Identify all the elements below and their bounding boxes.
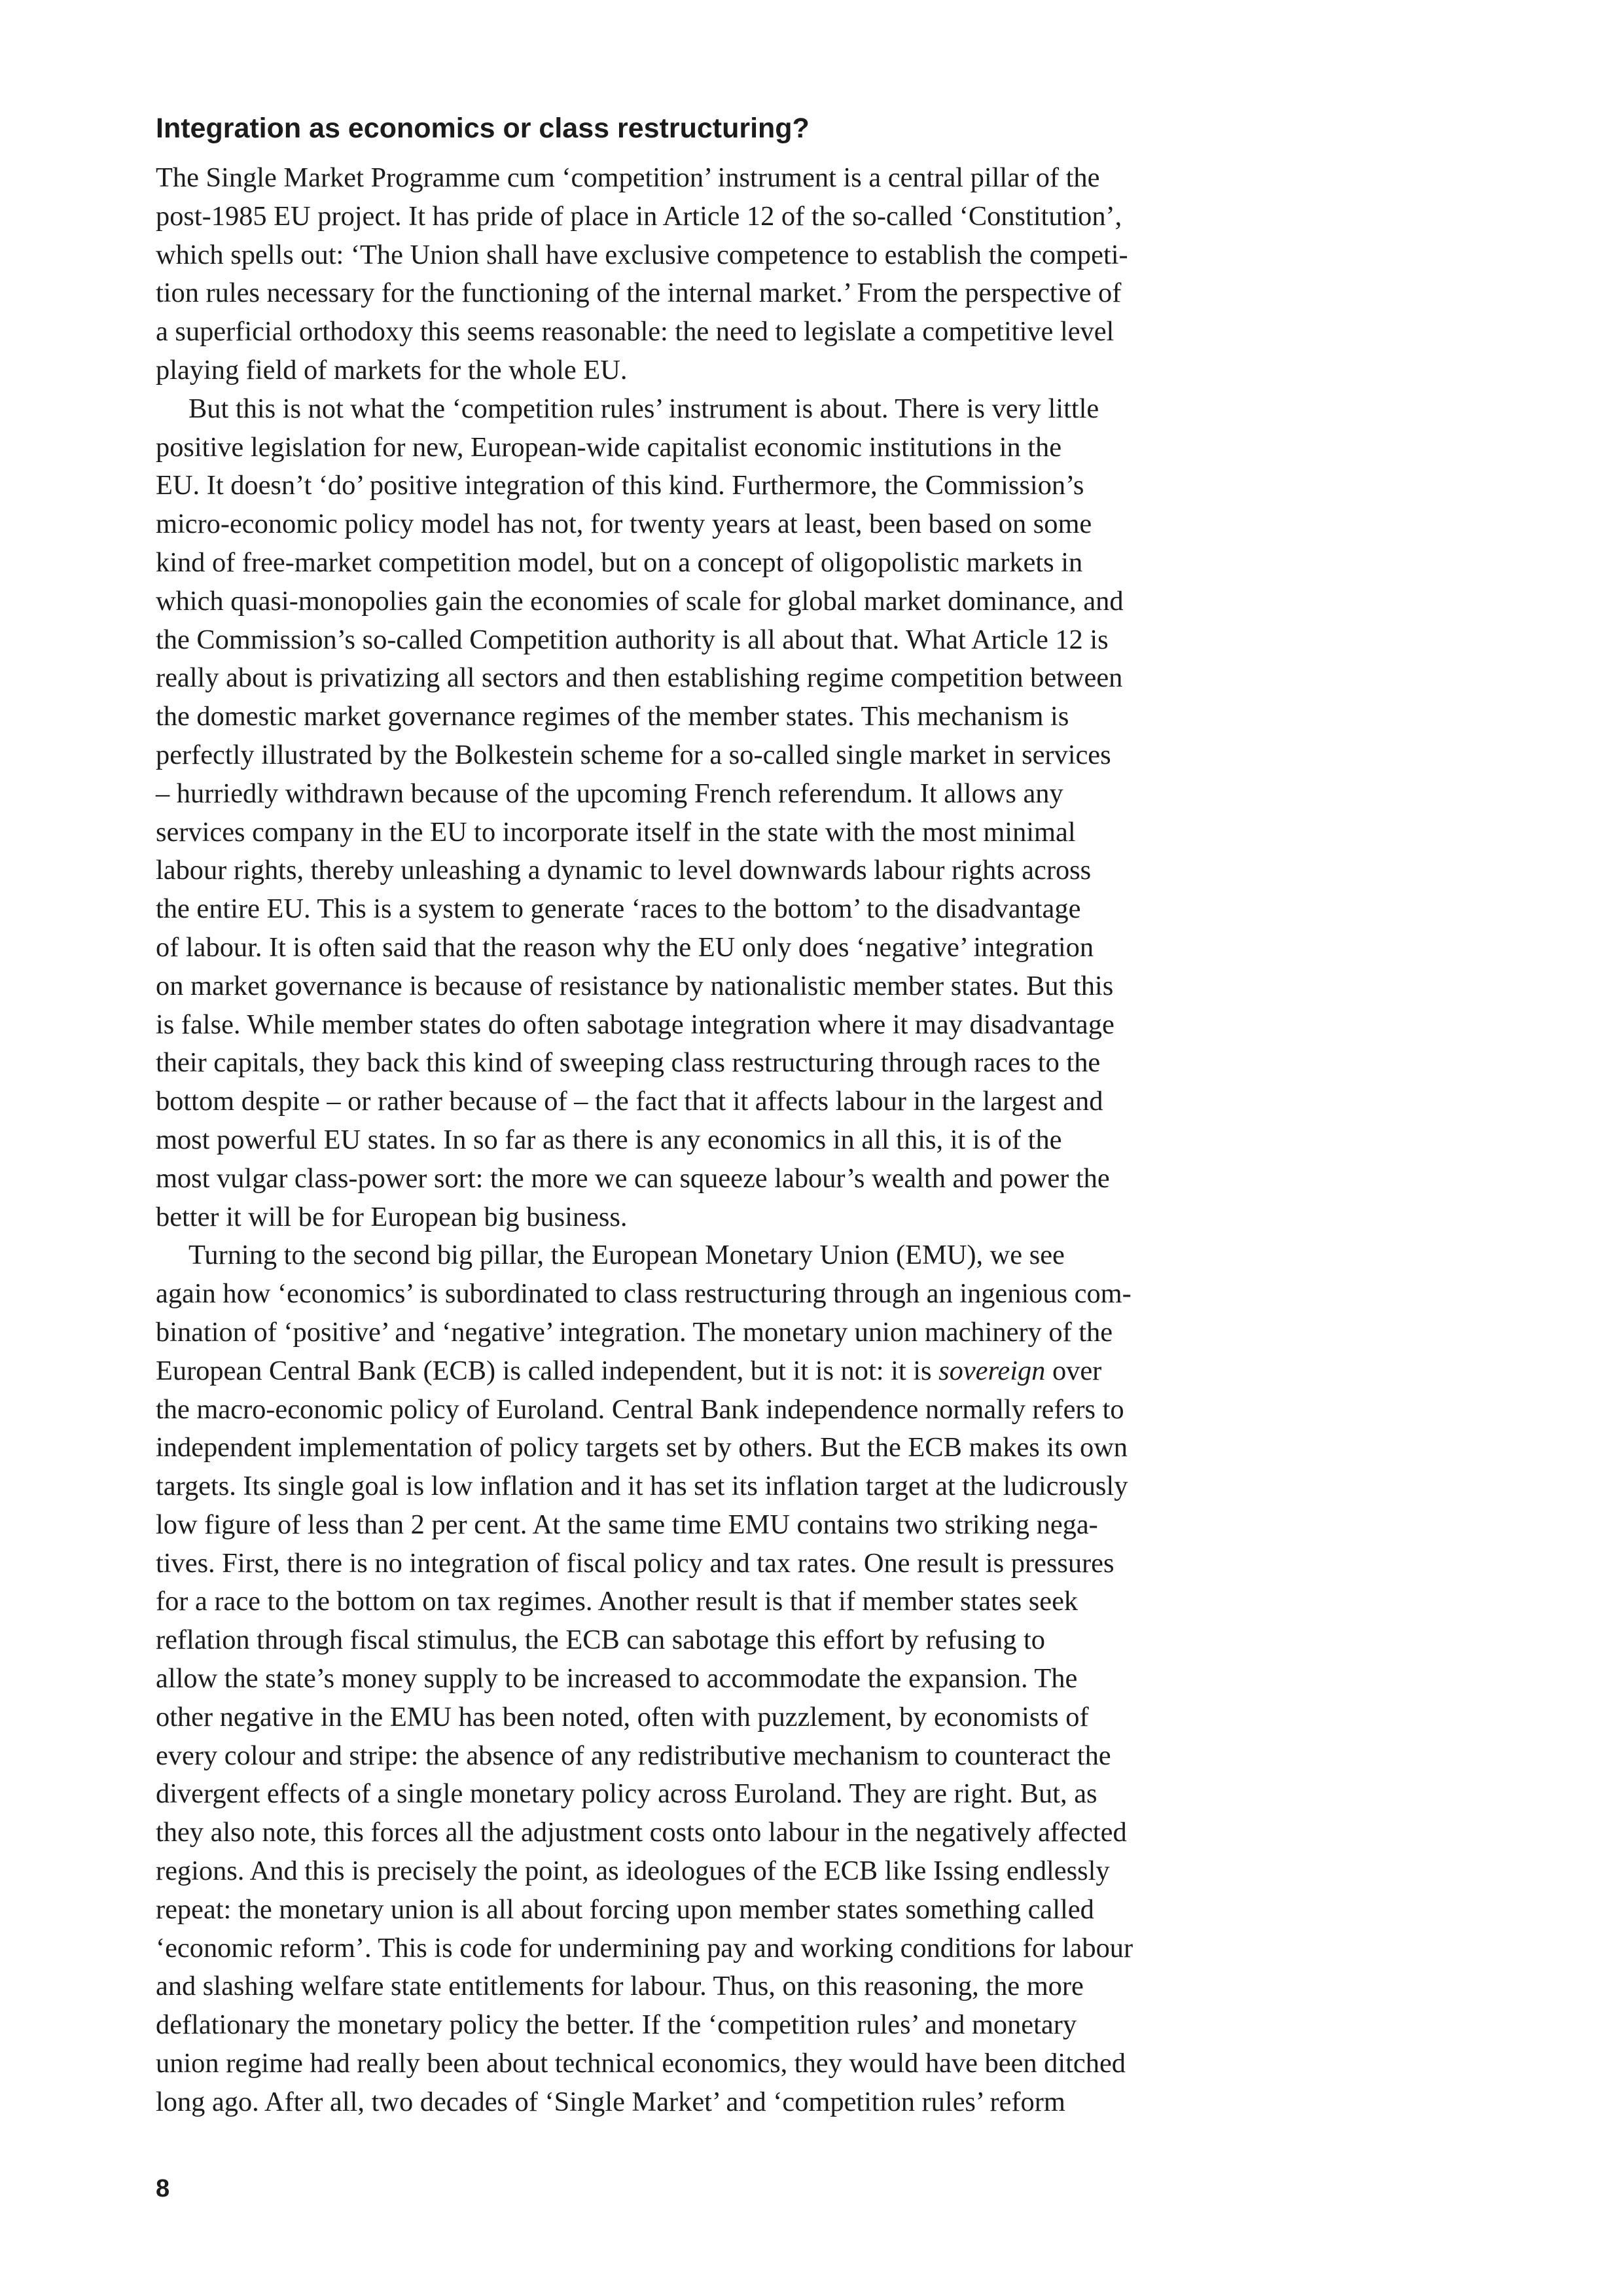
- text-line: EU. It doesn’t ‘do’ positive integration of this kind. Furthermore, the Commission’s: [156, 470, 1084, 501]
- emphasis-sovereign: sovereign: [938, 1355, 1046, 1386]
- text-line: the domestic market governance regimes of the member states. This mechanism is: [156, 701, 1069, 732]
- text-line: The Single Market Programme cum ‘competition’ instrument is a central pillar of the: [156, 162, 1100, 193]
- text-line: But this is not what the ‘competition rules’ instrument is about. There is very little: [188, 393, 1099, 424]
- text-line: most powerful EU states. In so far as there is any economics in all this, it is of the: [156, 1124, 1062, 1155]
- text-line: they also note, this forces all the adjustment costs onto labour in the negatively affected: [156, 1817, 1127, 1848]
- text-line: better it will be for European big business.: [156, 1201, 628, 1232]
- text-line: low figure of less than 2 per cent. At the same time EMU contains two striking nega-: [156, 1509, 1098, 1540]
- text-line: repeat: the monetary union is all about forcing upon member states something called: [156, 1893, 1094, 1925]
- text-line: bination of ‘positive’ and ‘negative’ integration. The monetary union machinery of the: [156, 1316, 1113, 1348]
- text-line: which quasi-monopolies gain the economies of scale for global market dominance, and: [156, 585, 1124, 617]
- text-line: perfectly illustrated by the Bolkestein scheme for a so-called single market in services: [156, 739, 1111, 770]
- text-line: the macro-economic policy of Euroland. Central Bank independence normally refers to: [156, 1393, 1124, 1425]
- text-line: tives. First, there is no integration of fiscal policy and tax rates. One result is pressures: [156, 1547, 1115, 1579]
- text-line: independent implementation of policy targets set by others. But the ECB makes its own: [156, 1432, 1128, 1463]
- text-line: allow the state’s money supply to be increased to accommodate the expansion. The: [156, 1663, 1078, 1695]
- section-heading: Integration as economics or class restructuring?: [156, 113, 810, 144]
- text-line: is false. While member states do often sabotage integration where it may disadvantage: [156, 1009, 1115, 1040]
- text-line: kind of free-market competition model, but on a concept of oligopolistic markets in: [156, 547, 1083, 578]
- text-line: positive legislation for new, European-wide capitalist economic institutions in the: [156, 431, 1062, 463]
- text-line: really about is privatizing all sectors and then establishing regime competition between: [156, 662, 1123, 694]
- text-line: long ago. After all, two decades of ‘Single Market’ and ‘competition rules’ reform: [156, 2086, 1065, 2117]
- text-line: post-1985 EU project. It has pride of place in Article 12 of the so-called ‘Constitution’,: [156, 200, 1122, 232]
- paragraph-1: [156, 159, 1219, 390]
- paragraph-2: [156, 390, 1219, 1237]
- text-line: for a race to the bottom on tax regimes. Another result is that if member states seek: [156, 1586, 1079, 1617]
- text-line: Turning to the second big pillar, the European Monetary Union (EMU), we see: [188, 1240, 1065, 1271]
- body-text: [156, 159, 1219, 2122]
- text-line: other negative in the EMU has been noted, often with puzzlement, by economists of: [156, 1701, 1089, 1732]
- text-line: regions. And this is precisely the point, as ideologues of the ECB like Issing endlessly: [156, 1856, 1110, 1887]
- text-line: playing field of markets for the whole EU.: [156, 354, 628, 386]
- text-line: the Commission’s so-called Competition authority is all about that. What Article 12 is: [156, 624, 1109, 655]
- text-line: which spells out: ‘The Union shall have exclusive competence to establish the competi-: [156, 239, 1128, 270]
- text-line: their capitals, they back this kind of sweeping class restructuring through races to the: [156, 1047, 1101, 1079]
- text-line: and slashing welfare state entitlements for labour. Thus, on this reasoning, the more: [156, 1971, 1084, 2002]
- text-line: micro-economic policy model has not, for twenty years at least, been based on some: [156, 509, 1092, 540]
- text-line: labour rights, thereby unleashing a dynamic to level downwards labour rights across: [156, 855, 1092, 886]
- text-line: European Central Bank (ECB) is called independent, but it is not: it is sovereign over: [156, 1355, 1102, 1386]
- text-line: deflationary the monetary policy the better. If the ‘competition rules’ and monetary: [156, 2009, 1077, 2041]
- paragraph-3: [156, 1236, 1219, 2121]
- text-line: tion rules necessary for the functioning of the internal market.’ From the perspective of: [156, 278, 1122, 309]
- text-line: union regime had really been about technical economics, they would have been ditched: [156, 2048, 1126, 2079]
- text-line: targets. Its single goal is low inflation and it has set its inflation target at the ludicrously: [156, 1471, 1128, 1502]
- text-line: again how ‘economics’ is subordinated to class restructuring through an ingenious com-: [156, 1278, 1132, 1310]
- text-line: – hurriedly withdrawn because of the upcoming French referendum. It allows any: [156, 778, 1063, 809]
- text-line: ‘economic reform’. This is code for undermining pay and working conditions for labour: [156, 1932, 1133, 1964]
- page-number: 8: [156, 2175, 170, 2202]
- text-line: every colour and stripe: the absence of any redistributive mechanism to counteract the: [156, 1740, 1111, 1771]
- text-line: most vulgar class-power sort: the more we can squeeze labour’s wealth and power the: [156, 1162, 1110, 1194]
- text-line: divergent effects of a single monetary policy across Euroland. They are right. But, as: [156, 1778, 1097, 1810]
- text-line: on market governance is because of resistance by nationalistic member states. But this: [156, 970, 1114, 1001]
- text-line: a superficial orthodoxy this seems reasonable: the need to legislate a competitive level: [156, 316, 1115, 348]
- text-line: reflation through fiscal stimulus, the ECB can sabotage this effort by refusing to: [156, 1624, 1045, 1656]
- text-line: the entire EU. This is a system to generate ‘races to the bottom’ to the disadvantage: [156, 893, 1081, 925]
- text-line: bottom despite – or rather because of – the fact that it affects labour in the largest and: [156, 1086, 1103, 1117]
- text-line: of labour. It is often said that the reason why the EU only does ‘negative’ integration: [156, 931, 1094, 963]
- text-line: services company in the EU to incorporate itself in the state with the most minimal: [156, 816, 1076, 848]
